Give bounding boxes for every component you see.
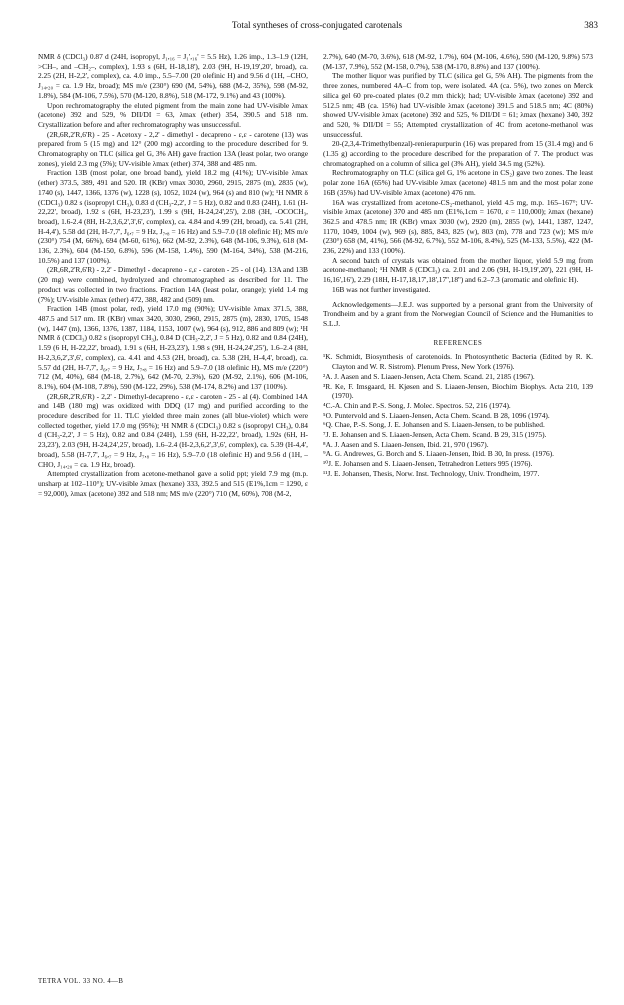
body-paragraph: Attempted crystallization from acetone-methanol gave a solid ppt; yield 7.9 mg (m.p. unsharp at 102–110°); UV-visible λmax (hexane) 333, 392.5 and 515 (E1%,1cm = 1290, ε = 92,000), λmax (acetone) 392 and 518 nm; MS m/e (220°) 710 (M, 60%), 708 (M-2, bbox=[38, 469, 308, 498]
reference-entry: ⁸A. J. Aasen and S. Liaaen-Jensen, Ibid. 21, 970 (1967). bbox=[323, 439, 489, 449]
running-header bbox=[36, 20, 598, 34]
references-heading: REFERENCES bbox=[433, 339, 483, 347]
reference-entry: ²A. J. Aasen and S. Liaaen-Jensen, Acta Chem. Scand. 21, 2185 (1967). bbox=[323, 371, 535, 381]
reference-entry: ⁵O. Puntervold and S. Liaaen-Jensen, Acta Chem. Scand. B 28, 1096 (1974). bbox=[323, 410, 550, 420]
reference-entry: ⁹A. G. Andrewes, G. Borch and S. Liaaen-Jensen, Ibid. B 30, In press. (1976). bbox=[323, 449, 555, 459]
body-paragraph: Upon rechromatography the eluted pigment from the main zone had UV-visible λmax (acetone) 392 and 529, % DII/DI = 63, λmax (ether) 354, 390.5 and 518 nm. Crystallization before and after rechromatography was unsuccessful. bbox=[38, 100, 308, 129]
reference-entry: ¹¹J. E. Johansen, Thesis, Norw. Inst. Technology, Univ. Trondheim, 1977. bbox=[323, 468, 540, 478]
body-paragraph: Fraction 13B (most polar, one broad band), yield 18.2 mg (41%); UV-visible λmax (ether) 373.5, 389, 491 and 520. IR (KBr) νmax 3030, 2960, 2915, 2875 (m), 2835 (w), 1740 (s), 1447, 1366, 1376 (w), 1228 (s), 1052, 1024 (w), 964 (s) and 810 (w); ¹H NMR δ (CDCl₃) 0.82 s (isopropyl CH₃), 0.83 d (CH₃-2,2', J = 5 Hz), 0.82 and 0.83 (24H), 1.61 (H-22,22', broad), 1.92 s (6H, H-23,23'), 1.99 s (9H, H-24,24',25'), 2.08 (3H, -OCOCH₃, broad), 1.6-2.4 (8H, H-2,3,6,2',3',6', complex), ca. 4.84 and 4.99 (2H, broad), ca. 5.41 (2H, H-4,4'), 5.58 dd (2H, H-7,7', J₆,₇ = 9 Hz, J₇,₈ = 16 Hz) and 5.9–7.0 (18 olefinic H); MS m/e (230°) 754 (M, 66%), 694 (M-60, 61%), 662 (M-92, 2.3%), 648 (M-106, 9.3%), 618 (M-136, 2.3%), 604 (M-150, 6.8%), 596 (M-158, 1.4%), 590 (M-164, 34%), 538 (M-216, 10.5%) and 137 (100%). bbox=[38, 168, 308, 265]
running-title: Total syntheses of cross-conjugated carotenals bbox=[231, 20, 403, 30]
body-paragraph: 16A was crystallized from acetone-CS₂-methanol, yield 4.5 mg, m.p. 165–167°; UV-visible λmax (acetone) 370 and 485 nm (E1%,1cm = 1670, ε = 110,000); λmax (hexane) 362.5 and 478.5 nm; IR (KBr) νmax 3030 (w), 2920 (m), 2855 (w), 1441, 1387, 1247, 1170, 1049, 1004 (w), 969 (s), 885, 843, 825 (w), 803 (m), 778 and 723 (w); MS m/e (230°) 658 (M, 41%), 566 (M-92, 6.7%), 552 M-106, 8.4%), 525 (M-133, 5.5%), 422 (M-236, 22%) and 133 (100%). bbox=[323, 197, 593, 256]
body-paragraph: (2R,6R,2'R,6'R) - 2,2' - Dimethyl-decapreno - ε,ε - caroten - 25 - al (4). Combined 14A and 14B (180 mg) was oxidized with DDQ (17 mg) and purified according to the procedure described for 11. TLC yielded three main zones (all blue-violet) which were collected together, yield 17.0 mg (95%); ¹H NMR δ (CDCl₃) 0.82 s (isopropyl CH₃), 0.84 d (CH₃-2,2', J = 5 Hz), 0.82 and 0.84 (24H), 1.59 (6H, H-22,22', broad), 1.92s (6H, H-23,23'), 2.03 (9H, H-24,24',25', broad), 1.6–2.4 (H-2,3,6,2',3',6', complex), ca. 5.39 (H-4,4', broad), 5.58 (H-7,7', J₆,₇ = 9 Hz, J₇,₈ = 16 Hz), 5.9–7.0 (18 olefinic H) and 9.56 d (1H, –CHO, J₁₄,₂₀ = ca. 1.9 Hz, broad). bbox=[38, 391, 308, 469]
reference-entry: ¹⁰J. E. Johansen and S. Liaaen-Jensen, Tetrahedron Letters 995 (1976). bbox=[323, 459, 533, 469]
body-paragraph: 16B was not further investigated. bbox=[332, 284, 431, 294]
body-paragraph: NMR δ (CDCl₃) 0.87 d (24H, isopropyl, J₁,₁₆ = J₁',₁₆' = 5.5 Hz), 1.26 imp., 1.3–1.9 (12H, >CH–, and –CH₂–, complex), 1.93 s (6H, H-18,18'), 2.03 (9H, H-19,19',20', broad), ca. 2.25 (2H, H-2,2', complex), ca. 4.0 imp., 5.5–7.00 (20 olefinic H) and 9.56 d (1H, –CHO, J₁₄,₂₀ = ca. 1.9 Hz, broad); MS m/e (230°) 690 (M, 54%), 688 (M-2, 35%), 598 (M-92, 1.8%), 584 (M-106, 7.5%), 570 (M-120, 8.8%), 518 (M-172, 9.1%) and 43 (100%). bbox=[38, 52, 308, 100]
right-body-paragraphs bbox=[323, 52, 593, 329]
reference-entry: ⁶Q. Chae, P.-S. Song, J. E. Johansen and S. Liaaen-Jensen, to be published. bbox=[323, 420, 545, 430]
page-number: 383 bbox=[584, 20, 598, 30]
reference-entry: ¹K. Schmidt, Biosynthesis of carotenoids. In Photosynthetic Bacteria (Edited by R. K. Clayton and W. R. Sistrom). Plenum Press, New York (1976). bbox=[323, 352, 593, 372]
left-text-column bbox=[38, 52, 308, 498]
body-paragraph: A second batch of crystals was obtained from the mother liquor, yield 5.9 mg from acetone-methanol; ¹H NMR δ (CDCl₃) ca. 2.01 and 2.06 (9H, H-19,19',20'), 221 (9H, H-16,16',16'), 2.29 (18H, H-17,18,17',18',17'',18'') and 6.2–7.3 (aromatic and olefinic H). bbox=[323, 255, 593, 285]
body-paragraph: Rechromatography on TLC (silica gel G, 1% acetone in CS₂) gave two zones. The least polar zone 16A (65%) had UV-visible λmax (acetone) 481.5 nm and the most polar zone 16B (35%) had UV-visible λmax (acetone) 476 nm. bbox=[323, 168, 593, 197]
reference-entry: ⁴C.-A. Chin and P.-S. Song, J. Molec. Spectros. 52, 216 (1974). bbox=[323, 400, 511, 410]
body-paragraph: (2R,6R,2'R,6'R) - 25 - Acetoxy - 2,2' - dimethyl - decapreno - ε,ε - carotene (13) was prepared from 5 (15 mg) and 12° (200 mg) according to the procedure described for 9. Chromatography on TLC (silica gel G, 3% AH) gave fraction 13A (least polar, two orange zones), yield 2.3 mg (5%); UV-visible λmax (ether) 374, 388 and 485 nm. bbox=[38, 129, 308, 168]
body-paragraph: (2R,6R,2'R,6'R) - 2,2' - Dimethyl - decapreno - ε,ε - caroten - 25 - ol (14). 13A and 13B (20 mg) were combined, hydrolyzed and chromatographed as described for 11. The product was collected in two fractions. Fraction 14A (least polar, orange); yield 1.4 mg (7%); UV-visible λmax (ether) 472, 388, 482 and (509) nm. bbox=[38, 265, 308, 304]
body-paragraph: 20-(2,3,4-Trimethylbenzal)-renierapurpurin (16) was prepared from 15 (31.4 mg) and 6 (1.35 g) according to the procedure described for the preparation of 7. The product was chromatographed on a column of silica gel (3% AH), yield 34.5 mg (52%). bbox=[323, 139, 593, 168]
body-paragraph: Acknowledgements—J.E.J. was supported by a personal grant from the University of Trondheim and by a grant from the Norwegian Council of Science and the Humanities to S.L.J. bbox=[323, 299, 593, 328]
body-paragraph: The mother liquor was purified by TLC (silica gel G, 5% AH). The pigments from the three zones, numbered 4A–C from top, were isolated. 4A (ca. 5%), two zones on Merck silica gel 60 pre-coated plates (0.2 mm thick); had; UV-visible λmax (acetone) 392 and 512.5 nm; 4B (ca. 15%) had UV-visible λmax (acetone) 391.5 and 518.5 nm; 4C (80%) showed UV-visible λmax (acetone) 392 and 525, % DII/DI = 61; λmax (hexane) 340, 392 and 520, % DII/DI = 55; Attempted crystallization of 4C from acetone-methanol was unsuccessful. bbox=[323, 71, 593, 139]
references-list bbox=[323, 352, 593, 478]
page-footer: TETRA VOL. 33 NO. 4—B bbox=[38, 978, 124, 985]
right-text-column bbox=[323, 52, 593, 479]
body-paragraph: 2.7%), 640 (M-70, 3.6%), 618 (M-92, 1.7%), 604 (M-106, 4.6%), 590 (M-120, 9.8%) 573 (M-137, 7.9%), 552 (M-158, 0.7%), 538 (M-170, 8.8%) and 137 (100%). bbox=[323, 52, 593, 71]
body-paragraph: Fraction 14B (most polar, red), yield 17.0 mg (90%); UV-visible λmax 371.5, 388, 487.5 and 517 nm. IR (KBr) νmax 3420, 3030, 2960, 2915, 2875 (m), 2830, 1705, 1548 (w), 1447 (m), 1366, 1376, 1387, 1184, 1153, 1007 (w), 964 (s), 912, 886 and 809 (w); ¹H NMR δ (CDCl₃) 0.82 s (isopropyl CH₃), 0.84 D (CH₃-2,2', J = 5 Hz), 0.82 and 0.84 (24H), 1.59 (6 H, H-22,22', broad), 1.91 s (6H, H-23,23'), 1.98 s (9H, H-24,24',25'), 1.6–2.4 (8H, H-2,3,6,2',3',6', complex), ca. 4.41 and 4.53 (2H, broad), ca. 5.38 (2H, H-4,4', broad), ca. 5.57 dd (2H, H-7,7', J₆,₇ = 9 Hz, J₇,₈ = 16 Hz) and 5.9–7.0 (18 olefinic H), MS m/e (220°) 712 (M, 40%), 684 (M-18, 2.7%), 642 (M-70, 2.3%), 620 (M-92, 2.1%), 606 (M-106, 8.1%), 604 (M-108, 7.8%), 590 (M-122, 29%), 538 (M-174, 8.2%) and 137 (100%). bbox=[38, 304, 308, 391]
reference-entry: ³R. Ke, F. Imsgaard, H. Kjøsen and S. Liaaen-Jensen, Biochim Biophys. Acta 210, 139 (1970). bbox=[323, 381, 593, 401]
reference-entry: ⁷J. E. Johansen and S. Liaaen-Jensen, Acta Chem. Scand. B 29, 315 (1975). bbox=[323, 430, 547, 440]
